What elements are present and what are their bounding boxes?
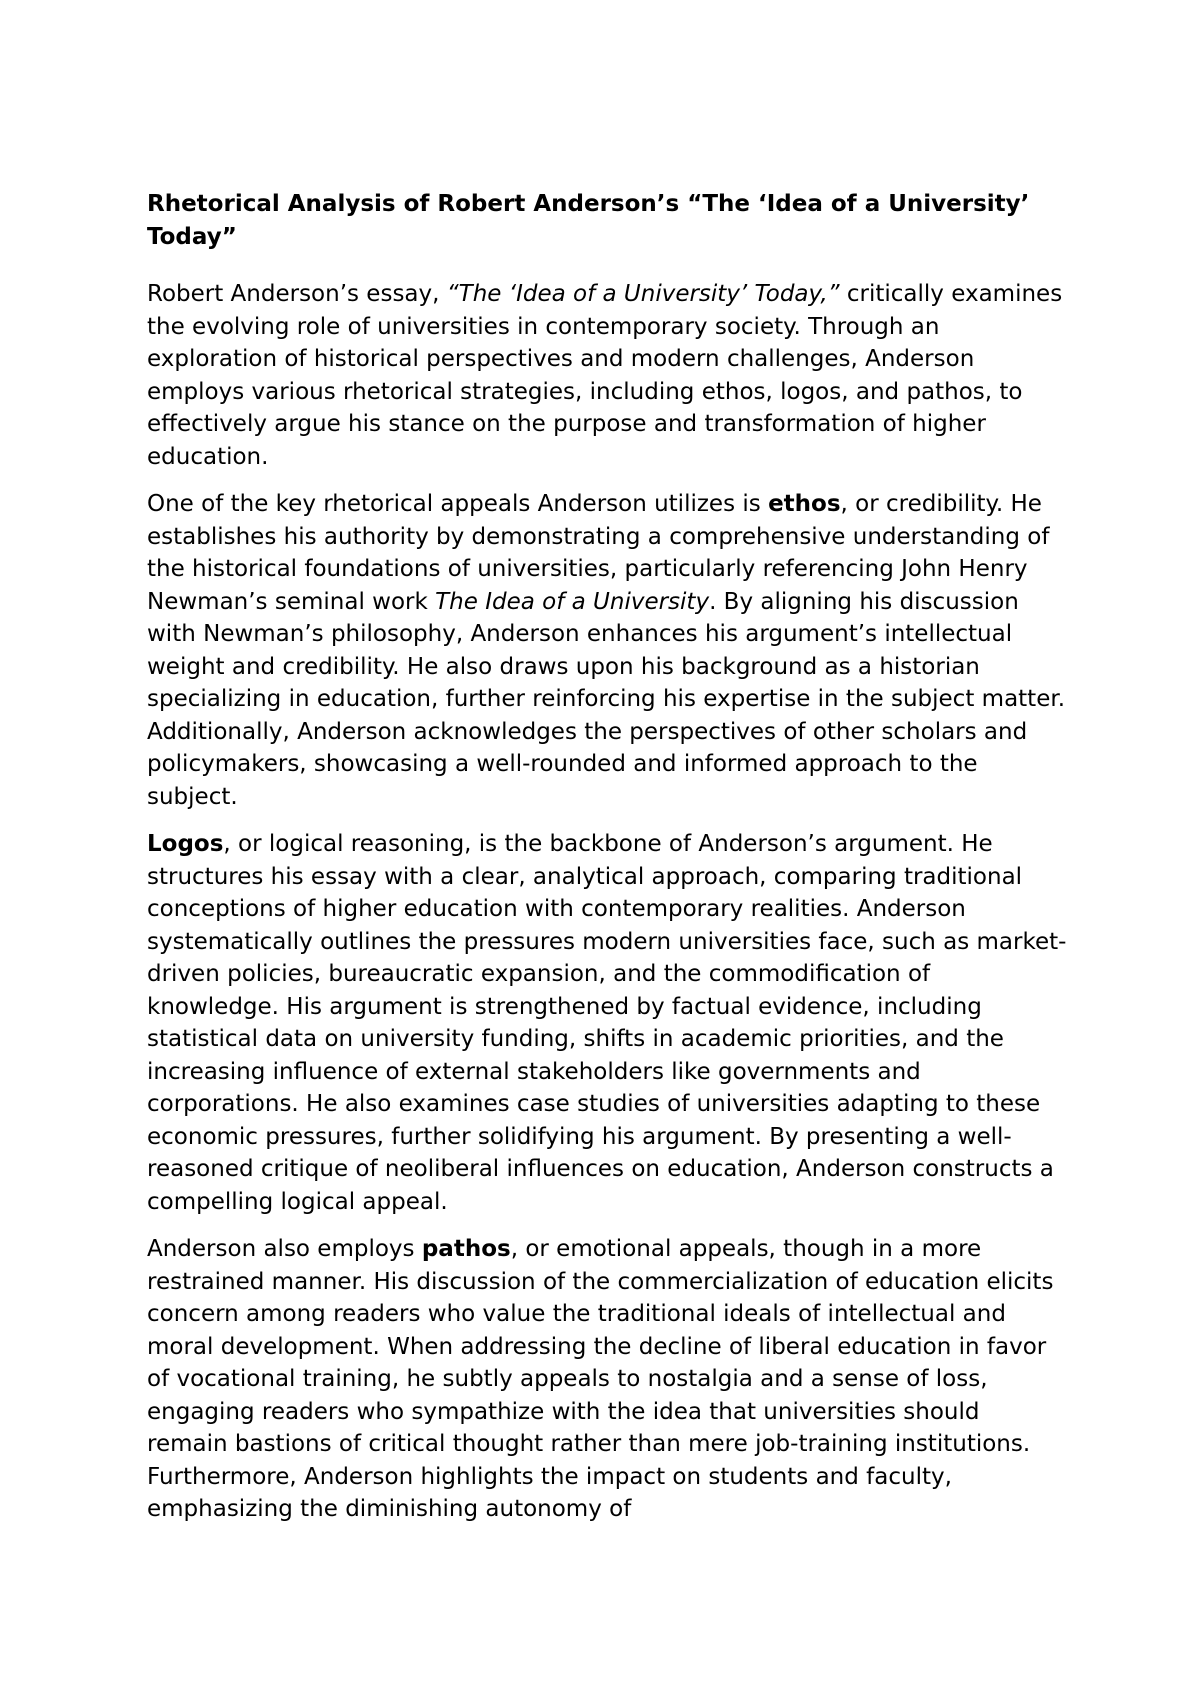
essay-title-italic: “The ‘Idea of a University’ Today,” [446,281,840,307]
paragraph-text: critically examines the evolving role of universities in contemporary society. Through an exploration of historical perspectives and modern challenges, Anderson employs various rhetorical strategies, including ethos, logos, and pathos, to effectively argue his stance on the purpose and transformation of higher education. [147,281,1063,470]
paragraph-text: , or credibility. He establishes his authority by demonstrating a comprehensive understanding of the historical foundations of universities, particularly referencing John Henry Newman’s seminal work [147,491,1050,615]
paragraph-pathos [147,1233,1067,1526]
paragraph-text: , or logical reasoning, is the backbone of Anderson’s argument. He structures his essay with a clear, analytical approach, comparing traditional conceptions of higher education with contemporary realities. Anderson systematically outlines the pressures modern universities face, such as market-driven policies, bureaucratic expansion, and the commodification of knowledge. His argument is strengthened by factual evidence, including statistical data on university funding, shifts in academic priorities, and the increasing influence of external stakeholders like governments and corporations. He also examines case studies of universities adapting to these economic pressures, further solidifying his argument. By presenting a well-reasoned critique of neoliberal influences on education, Anderson constructs a compelling logical appeal. [147,831,1067,1215]
ethos-term: ethos [768,491,841,517]
paragraph-logos [147,828,1067,1218]
paragraph-text: Anderson also employs [147,1236,422,1262]
paragraph-text: . By aligning his discussion with Newman’s philosophy, Anderson enhances his argument’s intellectual weight and credibility. He also draws upon his background as a historian specializing in education, further reinforcing his expertise in the subject matter. Additionally, Anderson acknowledges the perspectives of other scholars and policymakers, showcasing a well-rounded and informed approach to the subject. [147,588,1066,810]
paragraph-text: , or emotional appeals, though in a more restrained manner. His discussion of the commercialization of education elicits concern among readers who value the traditional ideals of intellectual and moral development. When addressing the decline of liberal education in favor of vocational training, he subtly appeals to nostalgia and a sense of loss, engaging readers who sympathize with the idea that universities should remain bastions of critical thought rather than mere job-training institutions. Furthermore, Anderson highlights the impact on students and faculty, emphasizing the diminishing autonomy of [147,1236,1054,1522]
logos-term: Logos [147,831,224,857]
book-title-italic: The Idea of a University [435,588,710,615]
paragraph-ethos [147,488,1067,813]
paragraph-text: One of the key rhetorical appeals Anderson utilizes is [147,491,769,517]
document-title: Rhetorical Analysis of Robert Anderson’s “The ‘Idea of a University’ Today” [147,191,1030,250]
paragraph-text: Robert Anderson’s essay, [147,281,447,307]
paragraph-intro [147,278,1067,473]
document-body [147,188,1067,1541]
pathos-term: pathos [421,1236,511,1262]
